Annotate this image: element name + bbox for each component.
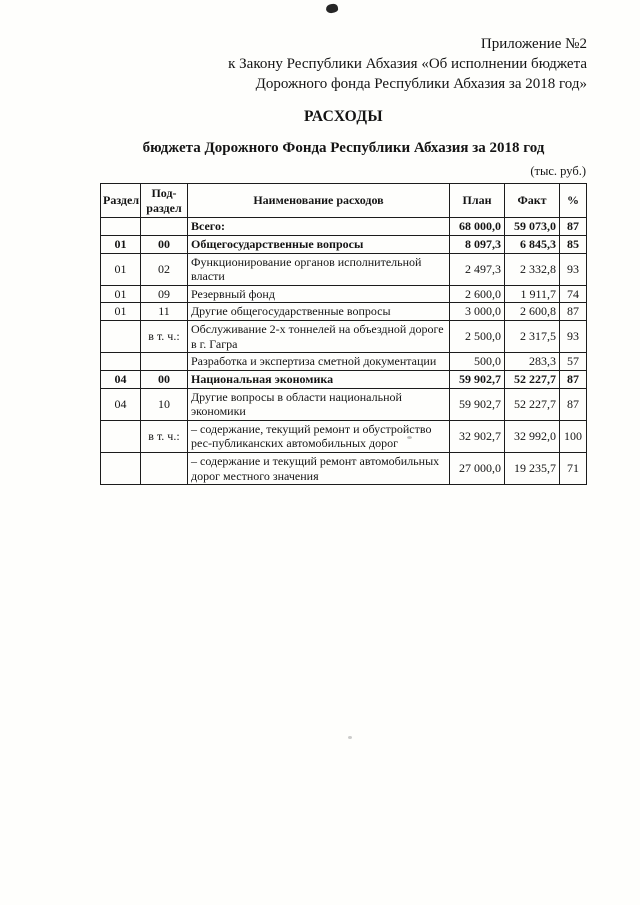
cell-podrazdel: 00 xyxy=(141,370,188,388)
cell-plan: 8 097,3 xyxy=(450,235,505,253)
cell-razdel xyxy=(101,353,141,371)
cell-percent: 87 xyxy=(560,303,587,321)
table-row xyxy=(101,218,587,236)
table-row xyxy=(101,235,587,253)
cell-plan: 2 600,0 xyxy=(450,285,505,303)
cell-razdel: 04 xyxy=(101,388,141,420)
table-row xyxy=(101,285,587,303)
header-podrazdel: Под-раздел xyxy=(141,184,188,218)
cell-podrazdel xyxy=(141,353,188,371)
cell-podrazdel: 00 xyxy=(141,235,188,253)
cell-plan: 2 497,3 xyxy=(450,253,505,285)
cell-percent: 87 xyxy=(560,370,587,388)
cell-percent: 93 xyxy=(560,253,587,285)
cell-percent: 87 xyxy=(560,388,587,420)
appendix-line: Приложение №2 xyxy=(480,36,587,52)
units-note: (тыс. руб.) xyxy=(530,164,586,178)
cell-name: Другие общегосударственные вопросы xyxy=(188,303,450,321)
cell-percent: 71 xyxy=(560,453,587,485)
cell-name: Другие вопросы в области национальной экономики xyxy=(188,388,450,420)
table-row xyxy=(101,321,587,353)
table-row xyxy=(101,303,587,321)
expenses-table xyxy=(100,183,587,485)
cell-plan: 27 000,0 xyxy=(450,453,505,485)
cell-podrazdel: в т. ч.: xyxy=(141,420,188,452)
appendix-line: к Закону Республики Абхазия «Об исполнении бюджета xyxy=(228,56,587,72)
cell-razdel xyxy=(101,321,141,353)
cell-fact: 52 227,7 xyxy=(505,370,560,388)
cell-podrazdel: 11 xyxy=(141,303,188,321)
cell-fact: 1 911,7 xyxy=(505,285,560,303)
cell-plan: 59 902,7 xyxy=(450,388,505,420)
table-header-row xyxy=(101,184,587,218)
cell-name: – содержание и текущий ремонт автомобильных дорог местного значения xyxy=(188,453,450,485)
table-row xyxy=(101,253,587,285)
cell-razdel xyxy=(101,218,141,236)
cell-name: Резервный фонд xyxy=(188,285,450,303)
cell-name: Всего: xyxy=(188,218,450,236)
cell-podrazdel: 10 xyxy=(141,388,188,420)
cell-name: Национальная экономика xyxy=(188,370,450,388)
cell-fact: 2 600,8 xyxy=(505,303,560,321)
cell-razdel: 04 xyxy=(101,370,141,388)
cell-fact: 2 332,8 xyxy=(505,253,560,285)
table-row xyxy=(101,420,587,452)
cell-plan: 3 000,0 xyxy=(450,303,505,321)
cell-fact: 2 317,5 xyxy=(505,321,560,353)
cell-plan: 59 902,7 xyxy=(450,370,505,388)
header-percent: % xyxy=(560,184,587,218)
cell-fact: 32 992,0 xyxy=(505,420,560,452)
cell-plan: 68 000,0 xyxy=(450,218,505,236)
cell-name: Разработка и экспертиза сметной документации xyxy=(188,353,450,371)
ink-blot-artifact xyxy=(326,3,339,13)
cell-name: Обслуживание 2-х тоннелей на объездной дороге в г. Гагра xyxy=(188,321,450,353)
cell-name: – содержание, текущий ремонт и обустройство рес-публиканских автомобильных дорог xyxy=(188,420,450,452)
header-fact: Факт xyxy=(505,184,560,218)
cell-plan: 500,0 xyxy=(450,353,505,371)
cell-percent: 87 xyxy=(560,218,587,236)
page-title: РАСХОДЫ xyxy=(303,108,384,125)
cell-razdel xyxy=(101,420,141,452)
cell-podrazdel: в т. ч.: xyxy=(141,321,188,353)
table-row xyxy=(101,453,587,485)
header-plan: План xyxy=(450,184,505,218)
cell-podrazdel: 09 xyxy=(141,285,188,303)
cell-razdel: 01 xyxy=(101,303,141,321)
cell-percent: 57 xyxy=(560,353,587,371)
cell-percent: 85 xyxy=(560,235,587,253)
cell-razdel: 01 xyxy=(101,235,141,253)
table-row xyxy=(101,353,587,371)
cell-razdel: 01 xyxy=(101,253,141,285)
cell-podrazdel xyxy=(141,453,188,485)
cell-percent: 74 xyxy=(560,285,587,303)
table-row xyxy=(101,370,587,388)
page-subtitle: бюджета Дорожного Фонда Республики Абхазия за 2018 год xyxy=(142,140,545,156)
cell-fact: 52 227,7 xyxy=(505,388,560,420)
cell-plan: 2 500,0 xyxy=(450,321,505,353)
cell-razdel xyxy=(101,453,141,485)
cell-percent: 100 xyxy=(560,420,587,452)
cell-fact: 6 845,3 xyxy=(505,235,560,253)
header-razdel: Раздел xyxy=(101,184,141,218)
header-name: Наименование расходов xyxy=(188,184,450,218)
cell-percent: 93 xyxy=(560,321,587,353)
appendix-line: Дорожного фонда Республики Абхазия за 2018 год» xyxy=(255,76,587,92)
cell-fact: 19 235,7 xyxy=(505,453,560,485)
cell-name: Функционирование органов исполнительной власти xyxy=(188,253,450,285)
cell-razdel: 01 xyxy=(101,285,141,303)
cell-fact: 283,3 xyxy=(505,353,560,371)
table-row xyxy=(101,388,587,420)
cell-plan: 32 902,7 xyxy=(450,420,505,452)
cell-podrazdel: 02 xyxy=(141,253,188,285)
speck-artifact xyxy=(348,736,352,739)
cell-fact: 59 073,0 xyxy=(505,218,560,236)
cell-podrazdel xyxy=(141,218,188,236)
appendix-block xyxy=(228,34,587,94)
cell-name: Общегосударственные вопросы xyxy=(188,235,450,253)
